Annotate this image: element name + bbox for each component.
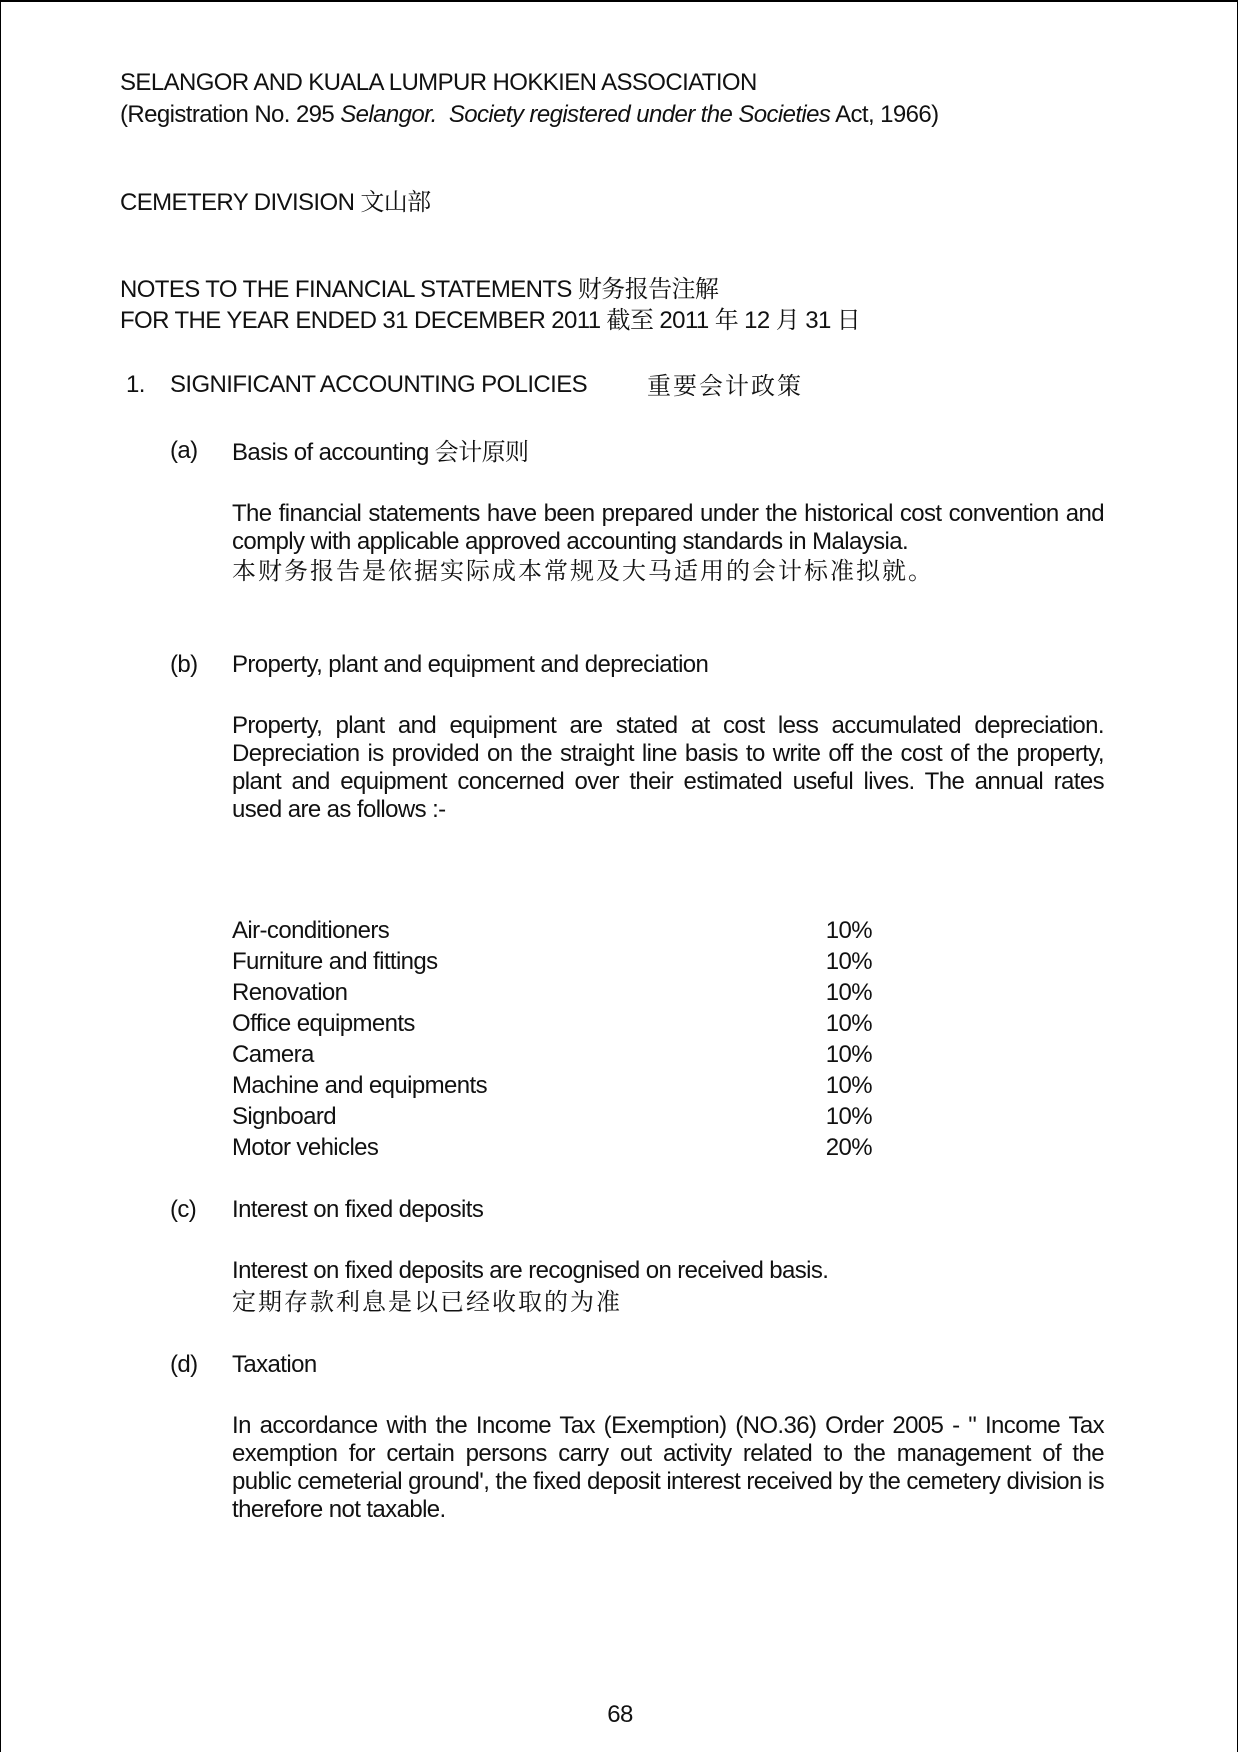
organization-name: SELANGOR AND KUALA LUMPUR HOKKIEN ASSOCIATION [120,69,757,96]
item-a-text-zh: 本财务报告是依据实际成本常规及大马适用的会计标准拟就。 [232,558,934,585]
item-c-body [232,1257,1104,1317]
item-b-body: Property, plant and equipment are stated at cost less accumulated depreciation. Depreciation is provided on the straight line basis to write off the cost of the property, plant and equipment concerned over their estimated useful lives. The annual rates used are as follows :- [232,712,1104,823]
item-a-body [232,500,1104,586]
item-a-title: Basis of accounting 会计原则 [232,439,529,466]
rate-row [232,1132,872,1163]
period-line: FOR THE YEAR ENDED 31 DECEMBER 2011 截至 2011 年 12 月 31 日 [120,307,861,334]
item-d-letter: (d) [170,1351,198,1378]
item-c-text: Interest on fixed deposits are recognised on received basis. [232,1257,829,1284]
asset-name: Air-conditioners [232,917,390,944]
registration-line [120,100,938,130]
item-d-title: Taxation [232,1351,317,1378]
item-b-title: Property, plant and equipment and depreciation [232,651,709,678]
item-a-letter: (a) [170,437,198,464]
asset-rate: 10% [825,1103,872,1130]
asset-rate: 20% [825,1134,872,1161]
asset-name: Machine and equipments [232,1072,487,1099]
asset-name: Renovation [232,979,348,1006]
asset-name: Office equipments [232,1010,415,1037]
rate-row [232,977,872,1008]
registration-mid: Society registered under the [448,101,733,128]
rate-row [232,1070,872,1101]
rate-row [232,915,872,946]
item-c-letter: (c) [170,1196,197,1223]
asset-name: Camera [232,1041,314,1068]
item-a-text: The financial statements have been prepared under the historical cost convention and comply with applicable approved accounting standards in Malaysia. [232,500,1104,555]
registration-suffix: Act, 1966) [835,101,939,128]
asset-name: Signboard [232,1103,337,1130]
item-c-title: Interest on fixed deposits [232,1196,484,1223]
registration-place: Selangor. [340,101,437,128]
rate-row [232,1008,872,1039]
asset-name: Furniture and fittings [232,948,438,975]
section-title: SIGNIFICANT ACCOUNTING POLICIES [170,371,588,398]
asset-name: Motor vehicles [232,1134,379,1161]
asset-rate: 10% [825,917,872,944]
asset-rate: 10% [825,1041,872,1068]
notes-title: NOTES TO THE FINANCIAL STATEMENTS 财务报告注解 [120,276,719,303]
rate-row [232,946,872,977]
registration-act: Societies [738,101,831,128]
section-number: 1. [126,371,145,398]
item-d-body: In accordance with the Income Tax (Exemption) (NO.36) Order 2005 - " Income Tax exemption for certain persons carry out activity related to the management of the public cemeterial ground', the fixed deposit interest received by the cemetery division is therefore not taxable. [232,1412,1104,1523]
rate-row [232,1101,872,1132]
depreciation-rates-table [232,915,872,1163]
asset-rate: 10% [825,948,872,975]
division-title: CEMETERY DIVISION 文山部 [120,189,431,216]
asset-rate: 10% [825,1010,872,1037]
registration-prefix: (Registration No. 295 [120,101,335,128]
item-c-text-zh: 定期存款利息是以已经收取的为准 [232,1289,622,1316]
asset-rate: 10% [825,979,872,1006]
page-number: 68 [607,1701,633,1728]
section-title-zh: 重要会计政策 [647,373,803,400]
asset-rate: 10% [825,1072,872,1099]
item-b-letter: (b) [170,651,198,678]
rate-row [232,1039,872,1070]
